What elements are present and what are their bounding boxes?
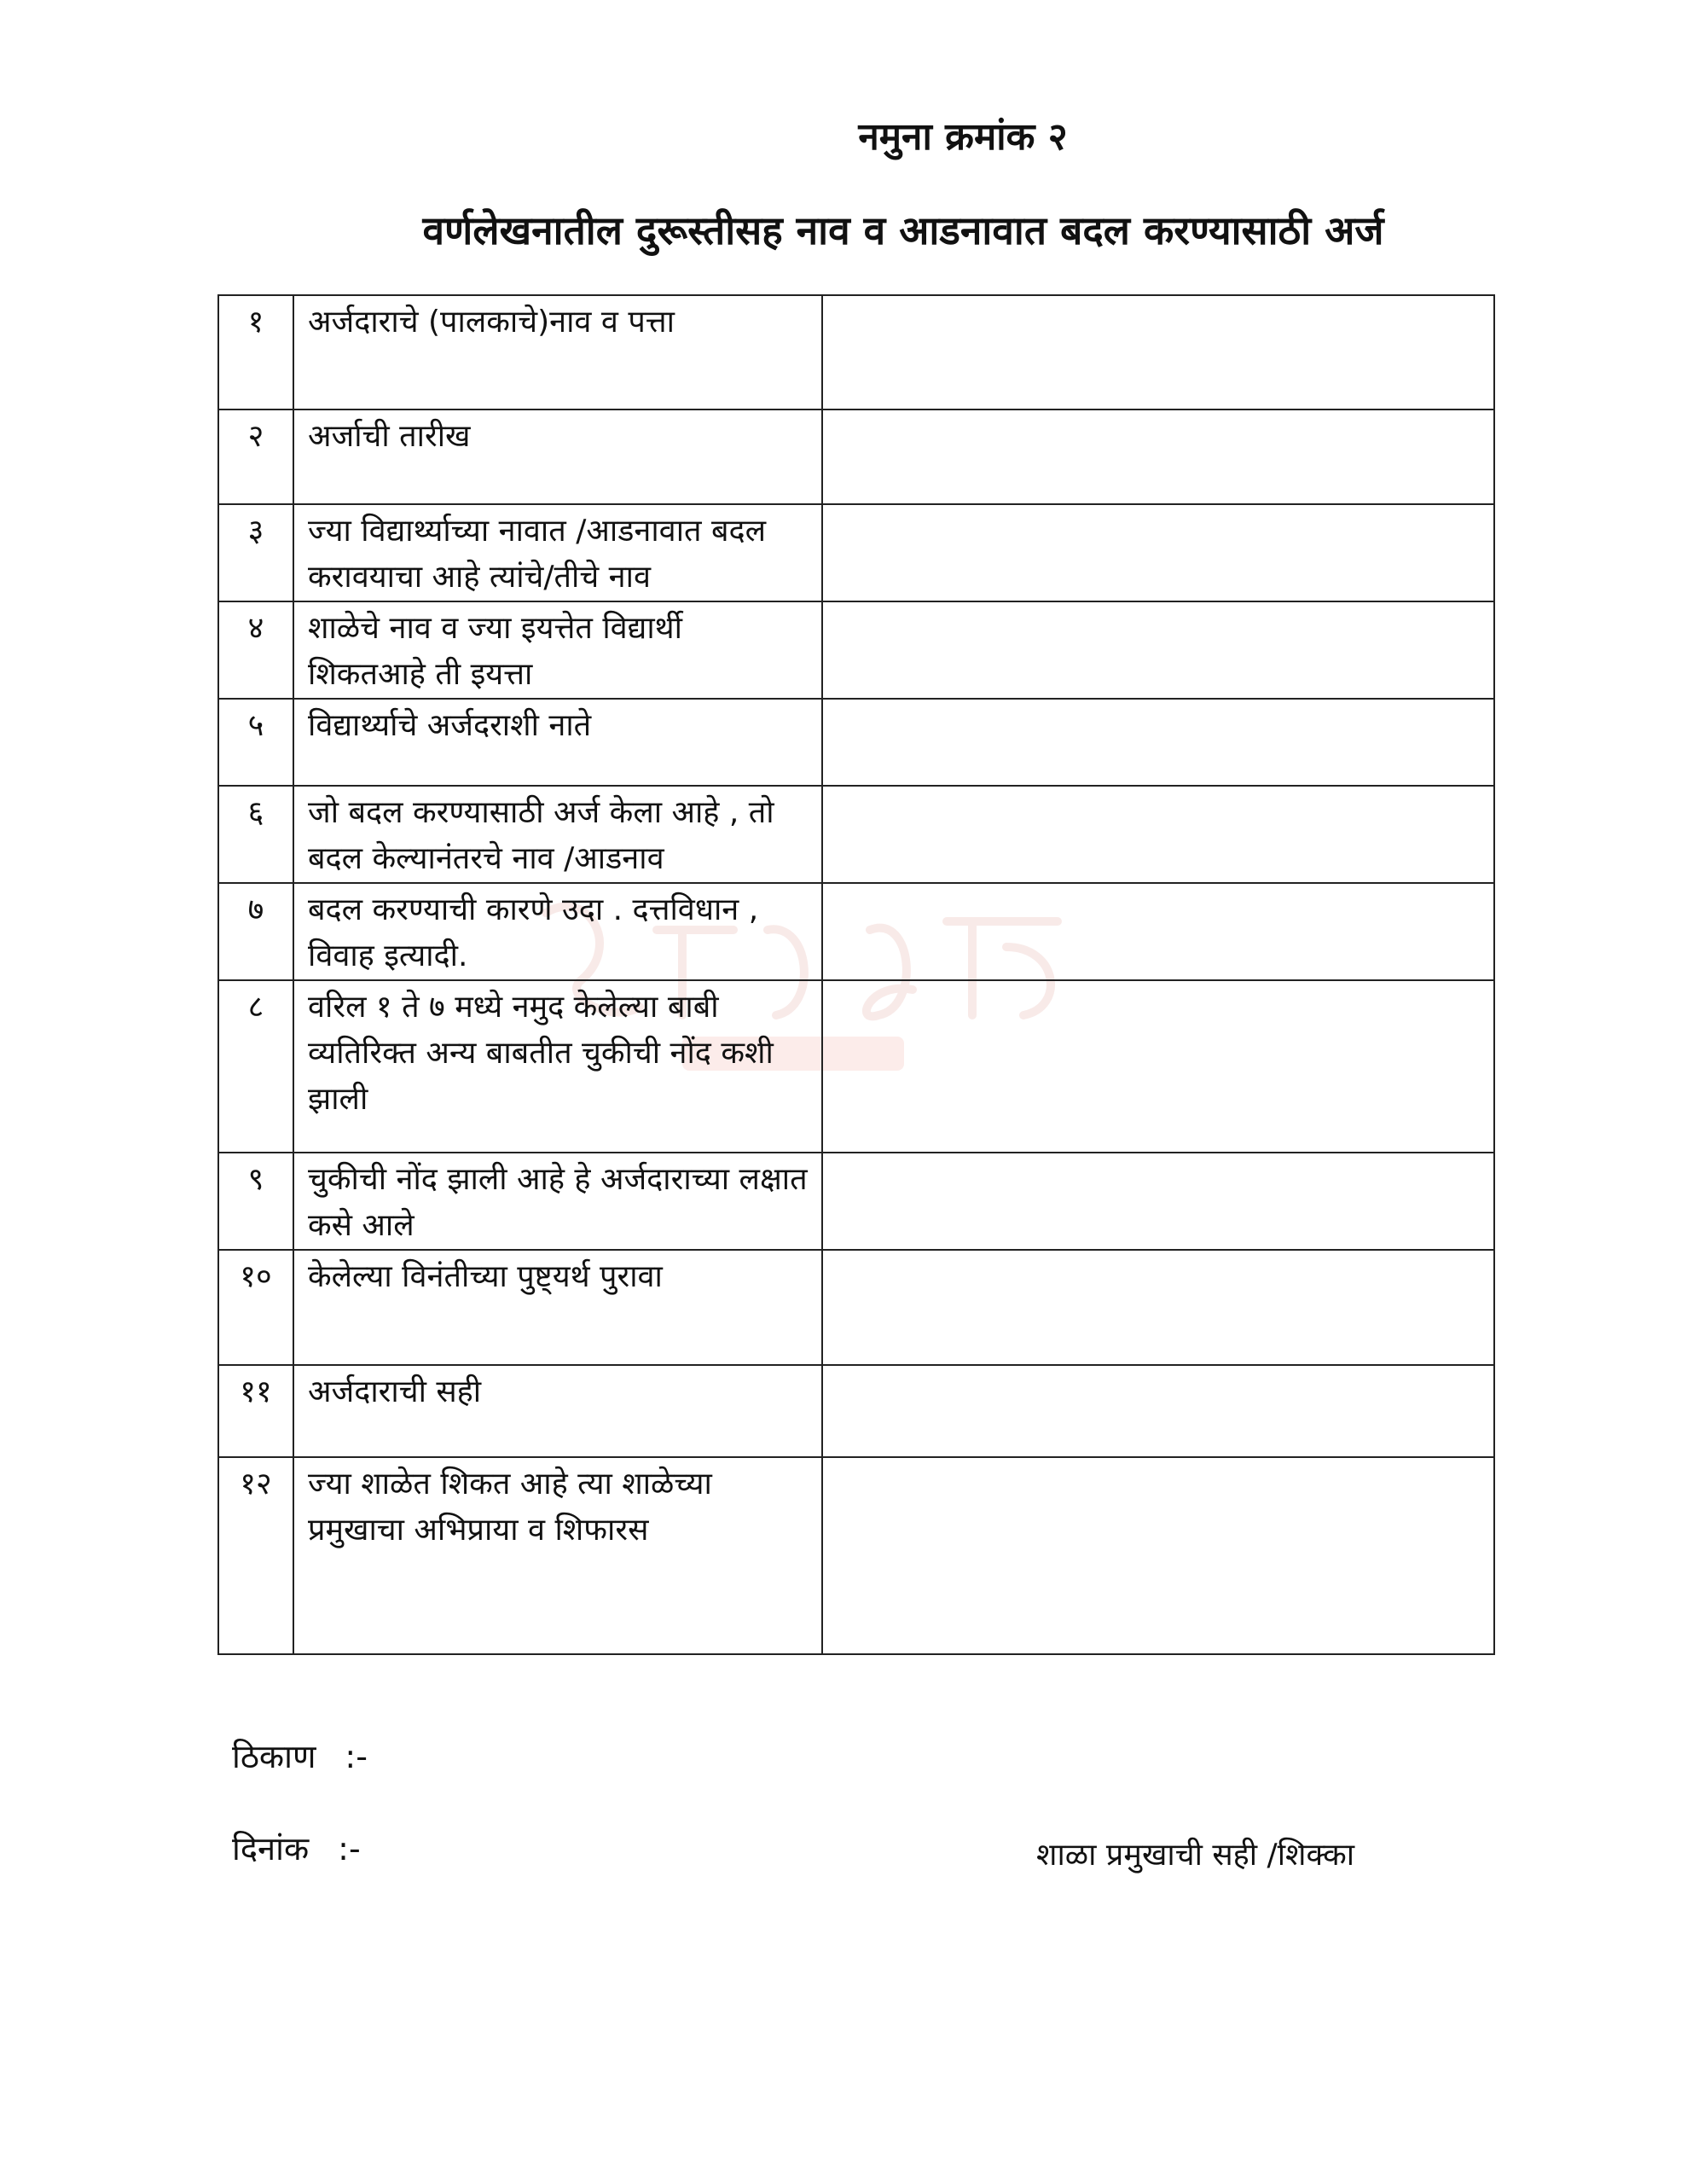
- form-row: [218, 504, 1494, 601]
- row-label: शाळेचे नाव व ज्या इयत्तेत विद्यार्थी शिकतआहे ती इयत्ता: [293, 601, 822, 699]
- row-label: वरिल १ ते ७ मध्ये नमुद केलेल्या बाबी व्यतिरिक्त अन्य बाबतीत चुकीची नोंद कशी झाली: [293, 980, 822, 1153]
- form-row: [218, 786, 1494, 883]
- place-colon: :-: [345, 1738, 368, 1775]
- row-answer-field[interactable]: [822, 786, 1494, 883]
- row-answer-field[interactable]: [822, 1153, 1494, 1250]
- row-answer-field[interactable]: [822, 699, 1494, 786]
- row-label: ज्या शाळेत शिकत आहे त्या शाळेच्या प्रमुखाचा अभिप्राया व शिफारस: [293, 1457, 822, 1654]
- row-label: केलेल्या विनंतीच्या पुष्ट्यर्थ पुरावा: [293, 1250, 822, 1365]
- row-label: विद्यार्थ्याचे अर्जदराशी नाते: [293, 699, 822, 786]
- form-title: वर्णलेखनातील दुरूस्तीसह नाव व आडनावात बदल करण्यासाठी अर्ज: [422, 207, 1384, 253]
- principal-signature-label: शाळा प्रमुखाची सही /शिक्का: [1036, 1838, 1355, 1873]
- row-number: २: [218, 410, 293, 504]
- form-row: [218, 1365, 1494, 1457]
- form-number-heading: नमुना क्रमांक २: [858, 115, 1068, 159]
- row-number: ६: [218, 786, 293, 883]
- row-number: ९: [218, 1153, 293, 1250]
- row-answer-field[interactable]: [822, 883, 1494, 980]
- row-number: १: [218, 295, 293, 410]
- row-label: अर्जाची तारीख: [293, 410, 822, 504]
- row-label: बदल करण्याची कारणे उदा . दत्तविधान , विवाह इत्यादी.: [293, 883, 822, 980]
- row-label: चुकीची नोंद झाली आहे हे अर्जदाराच्या लक्षात कसे आले: [293, 1153, 822, 1250]
- row-number: १०: [218, 1250, 293, 1365]
- row-answer-field[interactable]: [822, 1365, 1494, 1457]
- date-label: दिनांक: [232, 1830, 310, 1867]
- form-row: [218, 1250, 1494, 1365]
- row-label: ज्या विद्यार्थ्याच्या नावात /आडनावात बदल करावयाचा आहे त्यांचे/तीचे नाव: [293, 504, 822, 601]
- row-label: अर्जदाराचे (पालकाचे)नाव व पत्ता: [293, 295, 822, 410]
- form-row: [218, 1153, 1494, 1250]
- row-label: अर्जदाराची सही: [293, 1365, 822, 1457]
- row-number: ३: [218, 504, 293, 601]
- place-label: ठिकाण: [232, 1738, 316, 1775]
- row-label: जो बदल करण्यासाठी अर्ज केला आहे , तो बदल केल्यानंतरचे नाव /आडनाव: [293, 786, 822, 883]
- date-colon: :-: [338, 1830, 361, 1867]
- form-row: [218, 699, 1494, 786]
- form-row: [218, 295, 1494, 410]
- row-number: ५: [218, 699, 293, 786]
- row-answer-field[interactable]: [822, 601, 1494, 699]
- row-answer-field[interactable]: [822, 504, 1494, 601]
- row-answer-field[interactable]: [822, 295, 1494, 410]
- row-answer-field[interactable]: [822, 1457, 1494, 1654]
- form-row: [218, 1457, 1494, 1654]
- application-form-table: [217, 294, 1495, 1655]
- row-number: १२: [218, 1457, 293, 1654]
- form-row: [218, 883, 1494, 980]
- row-number: ११: [218, 1365, 293, 1457]
- row-number: ८: [218, 980, 293, 1153]
- date-field: [232, 1826, 361, 1870]
- row-answer-field[interactable]: [822, 410, 1494, 504]
- form-row: [218, 410, 1494, 504]
- form-row: [218, 601, 1494, 699]
- row-answer-field[interactable]: [822, 1250, 1494, 1365]
- row-number: ४: [218, 601, 293, 699]
- form-row: [218, 980, 1494, 1153]
- row-answer-field[interactable]: [822, 980, 1494, 1153]
- place-field: [232, 1734, 368, 1778]
- row-number: ७: [218, 883, 293, 980]
